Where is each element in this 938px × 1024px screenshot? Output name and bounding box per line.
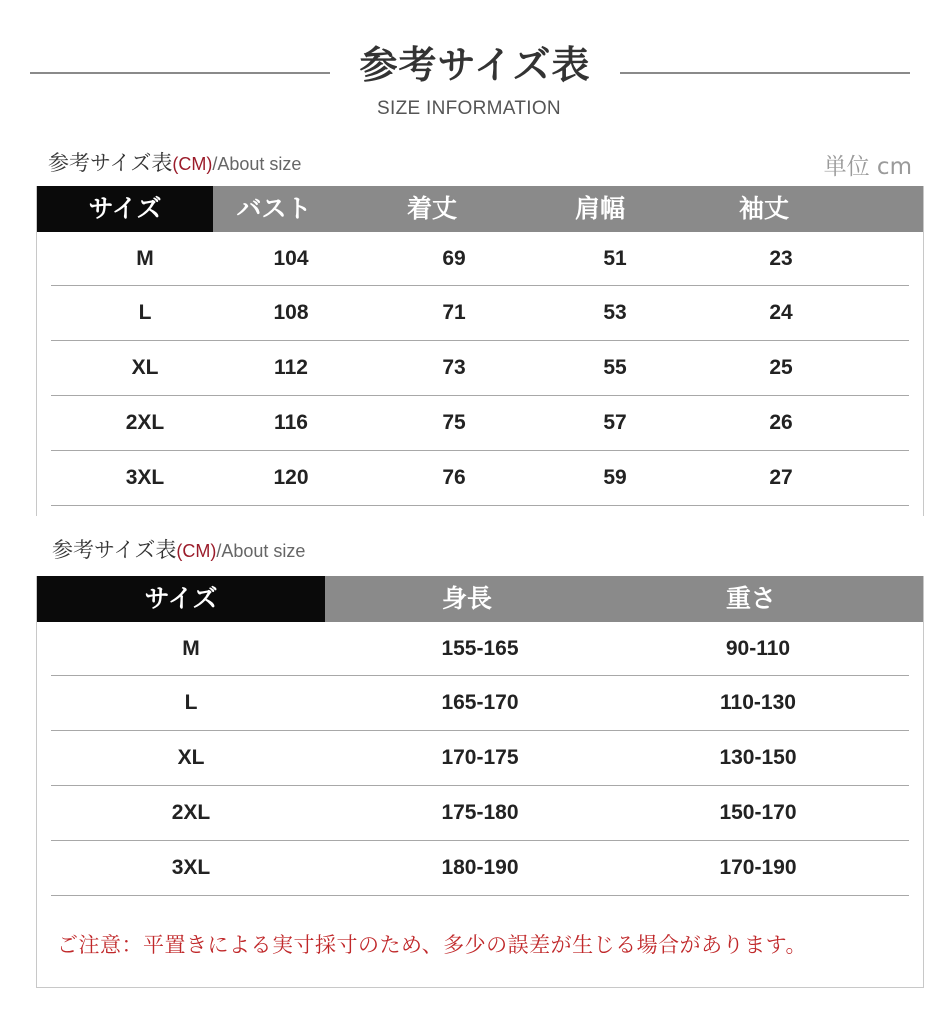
cell-size: 2XL	[125, 411, 165, 434]
cell-sleeve: 23	[769, 247, 793, 270]
page-subtitle: SIZE INFORMATION	[377, 98, 561, 119]
cell-sleeve: 27	[769, 466, 793, 489]
cell-bust: 116	[274, 411, 308, 434]
table-row	[51, 232, 909, 286]
table1-caption	[48, 150, 301, 177]
table-row	[51, 786, 909, 841]
cell-bust: 108	[273, 301, 309, 324]
title-divider-left	[30, 72, 330, 74]
cell-size: 2XL	[171, 801, 211, 824]
cell-weight: 90-110	[725, 637, 791, 660]
cell-shoulder: 51	[603, 247, 627, 270]
table2-caption-ja: 参考サイズ表	[52, 538, 177, 562]
garment-size-table	[36, 186, 924, 516]
cell-weight: 110-130	[720, 691, 796, 714]
cell-size: L	[184, 691, 198, 714]
cell-shoulder: 55	[603, 356, 627, 379]
cell-size: XL	[131, 356, 159, 379]
cell-size: XL	[177, 746, 205, 769]
title-divider-right	[620, 72, 910, 74]
cell-length: 73	[442, 356, 466, 379]
page-header	[0, 40, 938, 90]
garment-table-header	[37, 186, 923, 232]
cell-size: 3XL	[171, 856, 211, 879]
table-row	[51, 341, 909, 396]
cell-size: M	[182, 637, 200, 660]
cell-bust: 112	[274, 356, 308, 379]
table-row	[51, 622, 909, 676]
col-header-bust: バスト	[236, 194, 312, 223]
table-row	[51, 396, 909, 451]
cell-size: 3XL	[125, 466, 165, 489]
col-header-weight: 重さ	[725, 584, 776, 613]
col-header-height: 身長	[441, 584, 492, 613]
table-row	[51, 451, 909, 506]
col-header-length: 着丈	[406, 194, 457, 223]
table-row	[51, 731, 909, 786]
cell-height: 155-165	[441, 637, 519, 660]
cell-sleeve: 24	[769, 301, 793, 324]
page-title: 参考サイズ表	[359, 43, 591, 87]
cell-bust: 120	[273, 466, 309, 489]
body-table-header	[37, 576, 923, 622]
cell-shoulder: 59	[603, 466, 627, 489]
cell-size: L	[138, 301, 152, 324]
cell-length: 75	[442, 411, 466, 434]
cell-weight: 170-190	[719, 856, 797, 879]
cell-size: M	[136, 247, 154, 270]
cell-height: 165-170	[441, 691, 519, 714]
cell-length: 71	[442, 301, 466, 324]
cell-length: 76	[442, 466, 466, 489]
table2-caption	[52, 537, 305, 564]
note-box	[36, 905, 924, 988]
cell-shoulder: 57	[603, 411, 627, 434]
cell-sleeve: 25	[769, 356, 793, 379]
cell-weight: 130-150	[719, 746, 797, 769]
table-row	[51, 286, 909, 341]
cell-sleeve: 26	[769, 411, 793, 434]
col-header-size: サイズ	[144, 584, 218, 613]
col-header-shoulder: 肩幅	[574, 194, 625, 223]
cell-height: 170-175	[441, 746, 519, 769]
cell-weight: 150-170	[719, 801, 797, 824]
cell-length: 69	[442, 247, 466, 270]
table1-caption-ja: 参考サイズ表	[48, 151, 173, 175]
table1-caption-en: /About size	[212, 154, 302, 174]
table2-caption-en: /About size	[216, 541, 306, 561]
cell-height: 175-180	[441, 801, 519, 824]
cell-height: 180-190	[441, 856, 519, 879]
col-header-size: サイズ	[88, 194, 162, 223]
table-row	[51, 841, 909, 896]
table-row	[51, 676, 909, 731]
cell-bust: 104	[273, 247, 309, 270]
unit-label: 単位 cm	[823, 154, 912, 180]
col-header-sleeve: 袖丈	[738, 194, 789, 223]
body-size-table	[36, 576, 924, 906]
cell-shoulder: 53	[603, 301, 627, 324]
table1-caption-cm: (CM)	[172, 154, 213, 174]
measurement-note: ご注意：平置きによる実寸採寸のため、多少の誤差が生じる場合があります。	[57, 933, 807, 957]
table2-caption-cm: (CM)	[176, 541, 217, 561]
